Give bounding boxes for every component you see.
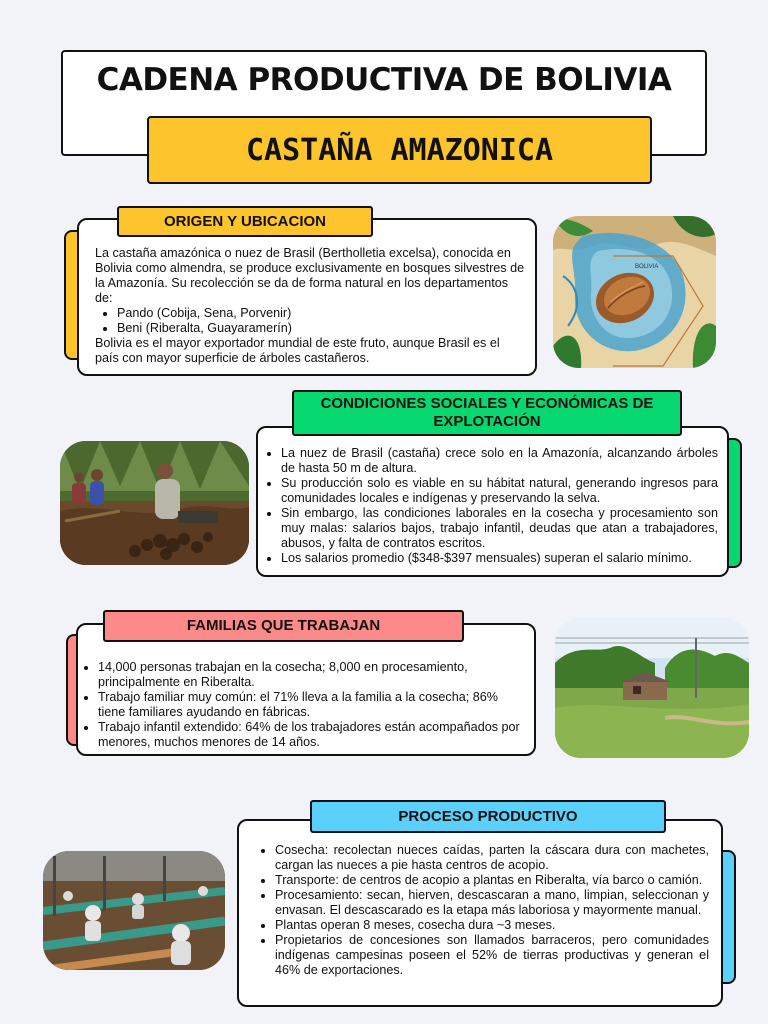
rural-house-photo — [555, 618, 749, 758]
condiciones-list — [263, 446, 718, 566]
list-item: • Plantas operan 8 meses, cosecha dura ~3 meses. — [275, 918, 709, 933]
list-item: • Propietarios de concesiones son llamados barraceros, pero comunidades indígenas campesinas poseen el 52% de tierras productivas y generan el 46% de exportaciones. — [275, 933, 709, 978]
condiciones-heading: CONDICIONES SOCIALES Y ECONÓMICAS DE EXPLOTACIÓN — [292, 390, 682, 436]
familias-list — [80, 660, 528, 750]
list-item: • Trabajo familiar muy común: el 71% lleva a la familia a la cosecha; 86% tiene familiares ayudando en fábricas. — [98, 690, 528, 720]
origen-list — [95, 306, 525, 336]
condiciones-text — [263, 446, 718, 566]
origen-closing: Bolivia es el mayor exportador mundial de este fruto, aunque Brasil es el país con mayor superficie de árboles castañeros. — [95, 336, 500, 365]
list-item: • La nuez de Brasil (castaña) crece solo en la Amazonía, alcanzando árboles de hasta 50 m de altura. — [281, 446, 718, 476]
proceso-text — [257, 843, 709, 978]
page-subtitle: CASTAÑA AMAZONICA — [147, 116, 652, 184]
origen-intro: La castaña amazónica o nuez de Brasil (Bertholletia excelsa), conocida en Bolivia como almendra, se produce exclusivamente en bosques silvestres de la Amazonía. Su recolección se da de forma natural en los departamentos de: — [95, 246, 525, 305]
list-item: • 14,000 personas trabajan en la cosecha; 8,000 en procesamiento, principalmente en Riberalta. — [98, 660, 528, 690]
familias-heading: FAMILIAS QUE TRABAJAN — [103, 610, 464, 642]
factory-photo — [43, 851, 225, 970]
bolivia-map-image — [553, 216, 716, 368]
list-item: • Pando (Cobija, Sena, Porvenir) — [117, 306, 525, 321]
familias-text — [80, 660, 528, 750]
harvest-photo — [60, 441, 249, 565]
list-item: • Procesamiento: secan, hierven, descascaran a mano, limpian, seleccionan y envasan. El descascarado es la etapa más laboriosa y mayormente manual. — [275, 888, 709, 918]
list-item: • Cosecha: recolectan nueces caídas, parten la cáscara dura con machetes, cargan las nueces a pie hasta centros de acopio. — [275, 843, 709, 873]
list-item: • Beni (Riberalta, Guayaramerín) — [117, 321, 525, 336]
list-item: • Su producción solo es viable en su hábitat natural, generando ingresos para comunidades locales e indígenas y preservando la selva. — [281, 476, 718, 506]
page-title: CADENA PRODUCTIVA DE BOLIVIA — [96, 62, 672, 98]
origen-text — [95, 246, 525, 366]
proceso-heading: PROCESO PRODUCTIVO — [310, 800, 666, 833]
list-item: • Sin embargo, las condiciones laborales en la cosecha y procesamiento son muy malas: salarios bajos, trabajo infantil, deudas que atan a trabajadores, abusos, y falta de contratos escritos. — [281, 506, 718, 551]
proceso-list — [257, 843, 709, 978]
origen-heading: ORIGEN Y UBICACION — [117, 206, 373, 237]
map-label: BOLIVIA — [635, 264, 659, 270]
list-item: • Transporte: de centros de acopio a plantas en Riberalta, vía barco o camión. — [275, 873, 709, 888]
list-item: • Trabajo infantil extendido: 64% de los trabajadores están acompañados por menores, muchos menores de 14 años. — [98, 720, 528, 750]
list-item: • Los salarios promedio ($348-$397 mensuales) superan el salario mínimo. — [281, 551, 718, 566]
